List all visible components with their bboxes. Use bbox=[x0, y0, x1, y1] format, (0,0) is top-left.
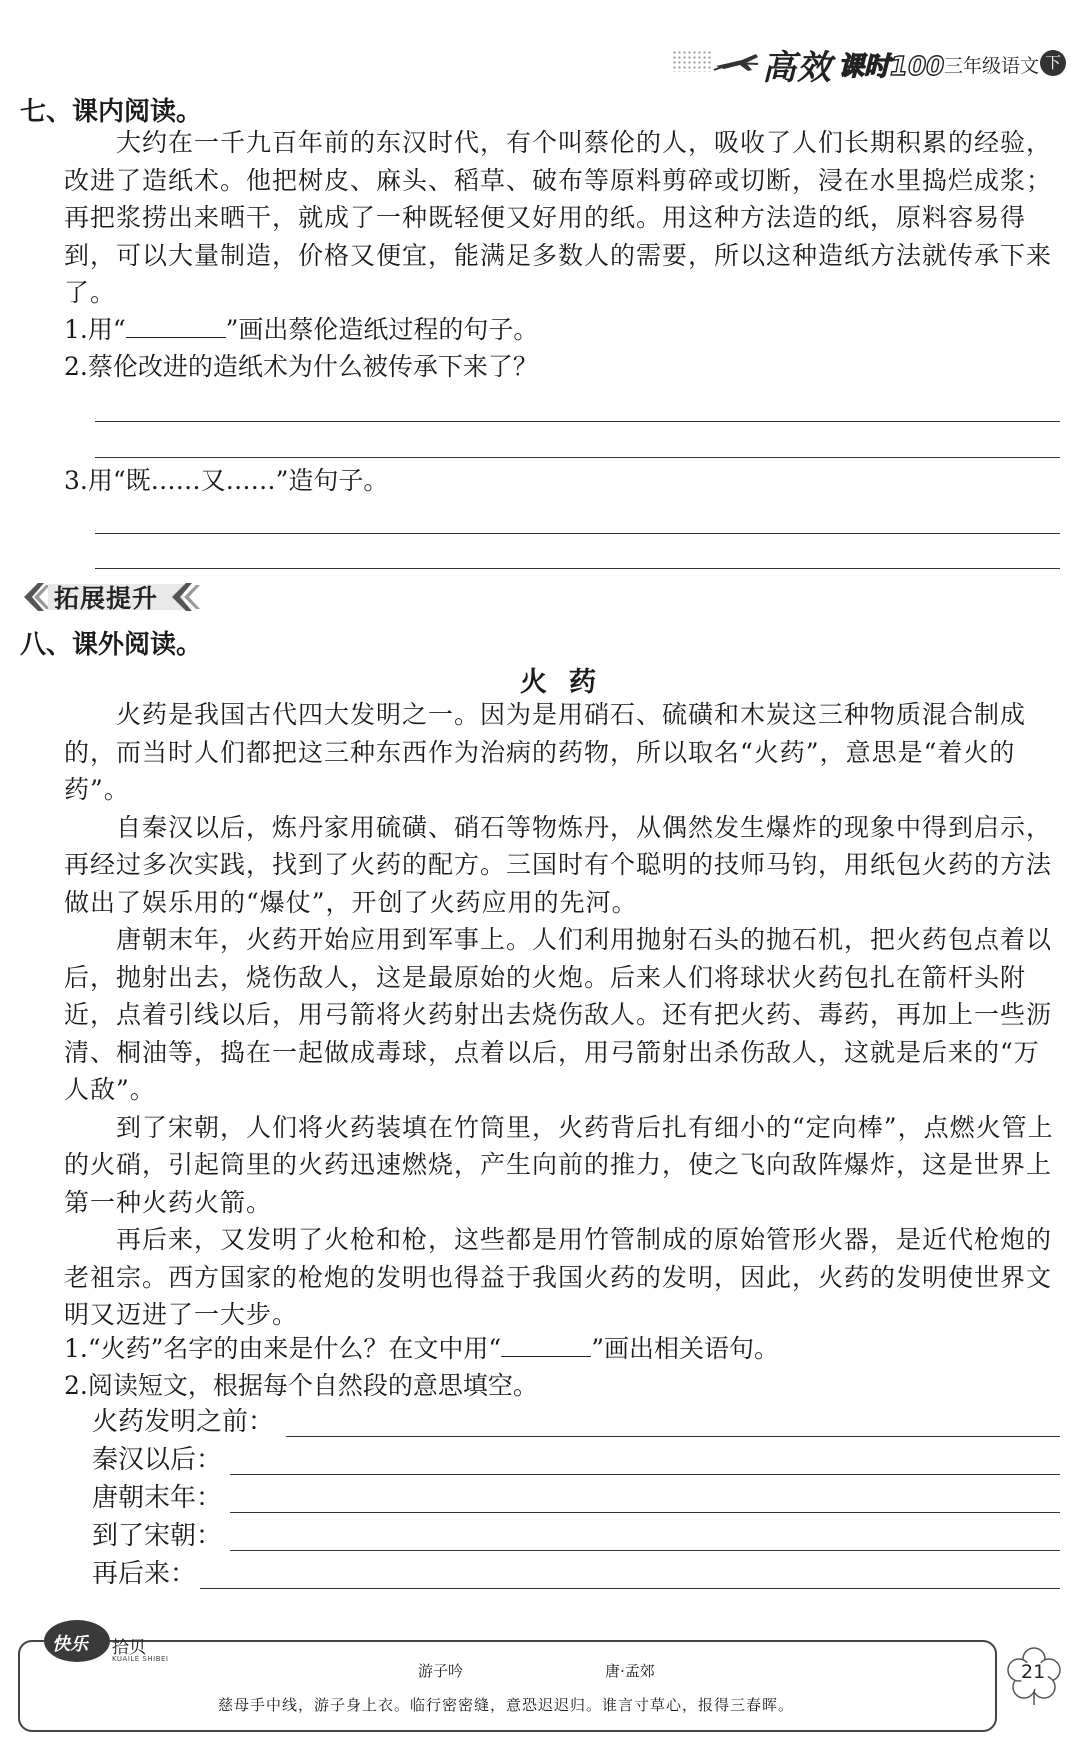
answer-line[interactable] bbox=[95, 457, 1060, 458]
paragraph: 火药是我国古代四大发明之一。因为是用硝石、硫磺和木炭这三种物质混合制成的，而当时人们都把这三种东西作为治病的药物，所以取名“火药”，意思是“着火的药”。 bbox=[64, 700, 1027, 804]
poem-author: 唐·孟郊 bbox=[605, 1662, 655, 1680]
expansion-banner-label: 拓展提升 bbox=[54, 584, 159, 613]
fill-line[interactable] bbox=[286, 1436, 1060, 1437]
airplane-logo-icon bbox=[712, 50, 762, 74]
paragraph: 到了宋朝，人们将火药装填在竹筒里，火药背后扎有细小的“定向棒”，点燃火管上的火硝，引起筒里的火药迅速燃烧，产生向前的推力，使之飞向敌阵爆炸，这是世界上第一种火药火箭。 bbox=[64, 1112, 1054, 1217]
paragraph: 自秦汉以后，炼丹家用硫磺、硝石等物炼丹，从偶然发生爆炸的现象中得到启示，再经过多次实践，找到了火药的配方。三国时有个聪明的技师马钧，用纸包火药的方法做出了娱乐用的“爆仗”，开创了火药应用的先河。 bbox=[64, 812, 1053, 917]
answer-line[interactable] bbox=[95, 421, 1060, 422]
footer-label: 拾贝 bbox=[112, 1638, 146, 1658]
section7-question2: 2.蔡伦改进的造纸术为什么被传承下来了？ bbox=[64, 352, 538, 381]
footer-frame bbox=[18, 1640, 997, 1732]
section7-passage bbox=[64, 124, 1058, 312]
answer-line[interactable] bbox=[95, 533, 1060, 534]
header-brand-sub: 课时100 bbox=[838, 52, 945, 82]
answer-line[interactable] bbox=[95, 568, 1060, 569]
section7-question3: 3.用“既……又……”造句子。 bbox=[64, 466, 389, 495]
q1-underline-sample bbox=[126, 319, 226, 338]
fill-line[interactable] bbox=[230, 1550, 1060, 1551]
footer-label-pinyin: KUAILE SHIBEI bbox=[112, 1655, 169, 1663]
section8-question2: 2.阅读短文，根据每个自然段的意思填空。 bbox=[64, 1371, 538, 1400]
fill-label: 唐朝末年： bbox=[92, 1483, 223, 1513]
q1-prefix: 1.“火药”名字的由来是什么？在文中用“ bbox=[64, 1334, 502, 1363]
q1-prefix: 1.用“ bbox=[64, 315, 126, 344]
header-grade-subject: 三年级语文 bbox=[944, 55, 1040, 77]
fill-label: 再后来： bbox=[92, 1559, 197, 1589]
section8-question1 bbox=[64, 1330, 779, 1367]
fill-line[interactable] bbox=[230, 1512, 1060, 1513]
section8-passage bbox=[64, 696, 1058, 1334]
header-brand: 高效 bbox=[762, 48, 832, 88]
poem-title: 游子吟 bbox=[418, 1662, 464, 1680]
section7-passage-text: 大约在一千九百年前的东汉时代，有个叫蔡伦的人，吸收了人们长期积累的经验，改进了造纸术。他把树皮、麻头、稻草、破布等原料剪碎或切断，浸在水里捣烂成浆；再把浆捞出来晒干，就成了一种既轻便又好用的纸。用这种方法造的纸，原料容易得到，可以大量制造，价格又便宜，能满足多数人的需要，所以这种造纸方法就传承下来了。 bbox=[64, 128, 1053, 307]
header-decoration-dots bbox=[672, 50, 712, 72]
fill-label: 秦汉以后： bbox=[92, 1445, 223, 1475]
paragraph: 再后来，又发明了火枪和枪，这些都是用竹管制成的原始管形火器，是近代枪炮的老祖宗。西方国家的枪炮的发明也得益于我国火药的发明，因此，火药的发明使世界文明又迈进了一大步。 bbox=[64, 1225, 1053, 1329]
fill-line[interactable] bbox=[200, 1588, 1060, 1589]
q1-suffix: ”画出蔡伦造纸过程的句子。 bbox=[225, 315, 539, 344]
fill-label: 火药发明之前： bbox=[92, 1407, 275, 1437]
q1-underline-sample bbox=[501, 1338, 591, 1357]
header-volume-badge: 下 bbox=[1040, 50, 1066, 76]
paragraph: 唐朝末年，火药开始应用到军事上。人们利用抛射石头的抛石机，把火药包点着以后，抛射出去，烧伤敌人，这是最原始的火炮。后来人们将球状火药包扎在箭杆头附近，点着引线以后，用弓箭将火药射出去烧伤敌人。还有把火药、毒药，再加上一些沥清、桐油等，捣在一起做成毒球，点着以后，用弓箭射出杀伤敌人，这就是后来的“万人敌”。 bbox=[64, 925, 1053, 1104]
poem-text: 慈母手中线，游子身上衣。临行密密缝，意恐迟迟归。谁言寸草心，报得三春晖。 bbox=[218, 1696, 795, 1714]
fill-line[interactable] bbox=[230, 1474, 1060, 1475]
section7-heading: 七、课内阅读。 bbox=[20, 97, 203, 127]
q1-suffix: ”画出相关语句。 bbox=[591, 1334, 779, 1363]
fill-label: 到了宋朝： bbox=[92, 1521, 223, 1551]
section8-heading: 八、课外阅读。 bbox=[20, 630, 203, 660]
footer-badge-text: 快乐 bbox=[52, 1634, 88, 1655]
passage-title: 火药 bbox=[520, 667, 618, 698]
section7-question1 bbox=[64, 311, 538, 348]
page-number: 21 bbox=[1021, 1661, 1046, 1683]
